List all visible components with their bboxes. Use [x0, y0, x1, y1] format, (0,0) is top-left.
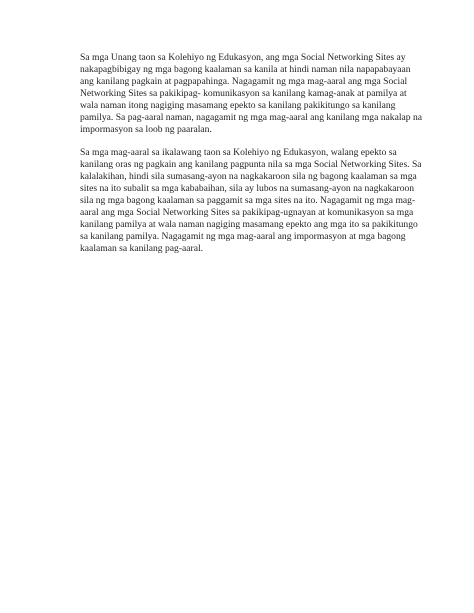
text-line: Sa mga mag-aaral sa ikalawang taon sa Kolehiyo ng Edukasyon, walang epekto sa	[80, 147, 397, 158]
text-line: Networking Sites sa pakikipag- komunikasyon sa kanilang kamag-anak at pamilya at	[80, 88, 407, 99]
paragraph-first-year	[80, 52, 424, 136]
text-line: kalalakihan, hindi sila sumasang-ayon na nagkakaroon sila ng bagong kaalaman sa mga	[80, 171, 417, 182]
text-line: Sa mga Unang taon sa Kolehiyo ng Edukasyon, ang mga Social Networking Sites ay	[80, 52, 406, 63]
text-line: impormasyon sa loob ng paaralan.	[80, 124, 212, 135]
text-line: sila ng mga bagong kaalaman sa paggamit sa mga sites na ito. Nagagamit ng mga mag-	[80, 195, 416, 206]
text-line: kanilang pamilya at wala naman nagiging masamang epekto ang mga ito sa pakikitungo	[80, 219, 418, 230]
text-line: pamilya. Sa pag-aaral naman, nagagamit ng mga mag-aaral ang kanilang mga nakalap na	[80, 112, 423, 123]
text-line: kaalaman sa kanilang pag-aaral.	[80, 243, 204, 254]
text-line: sa kanilang pamilya. Nagagamit ng mga mag-aaral ang impormasyon at mga bagong	[80, 231, 406, 242]
text-line: sites na ito subalit sa mga kababaihan, sila ay lubos na sumasang-ayon na nagkakaroon	[80, 183, 415, 194]
text-line: aaral ang mga Social Networking Sites sa pakikipag-ugnayan at komunikasyon sa mga	[80, 207, 414, 218]
text-line: nakapagbibigay ng mga bagong kaalaman sa kanila at hindi naman nila napapabayaan	[80, 64, 411, 75]
text-line: ang kanilang pagkain at pagpapahinga. Nagagamit ng mga mag-aaral ang mga Social	[80, 76, 408, 87]
text-line: wala naman itong nagiging masamang epekto sa kanilang pakikitungo sa kanilang	[80, 100, 396, 111]
paragraph-second-year	[80, 147, 424, 255]
text-line: kanilang oras ng pagkain ang kanilang pagpunta nila sa mga Social Networking Sites. Sa	[80, 159, 422, 170]
